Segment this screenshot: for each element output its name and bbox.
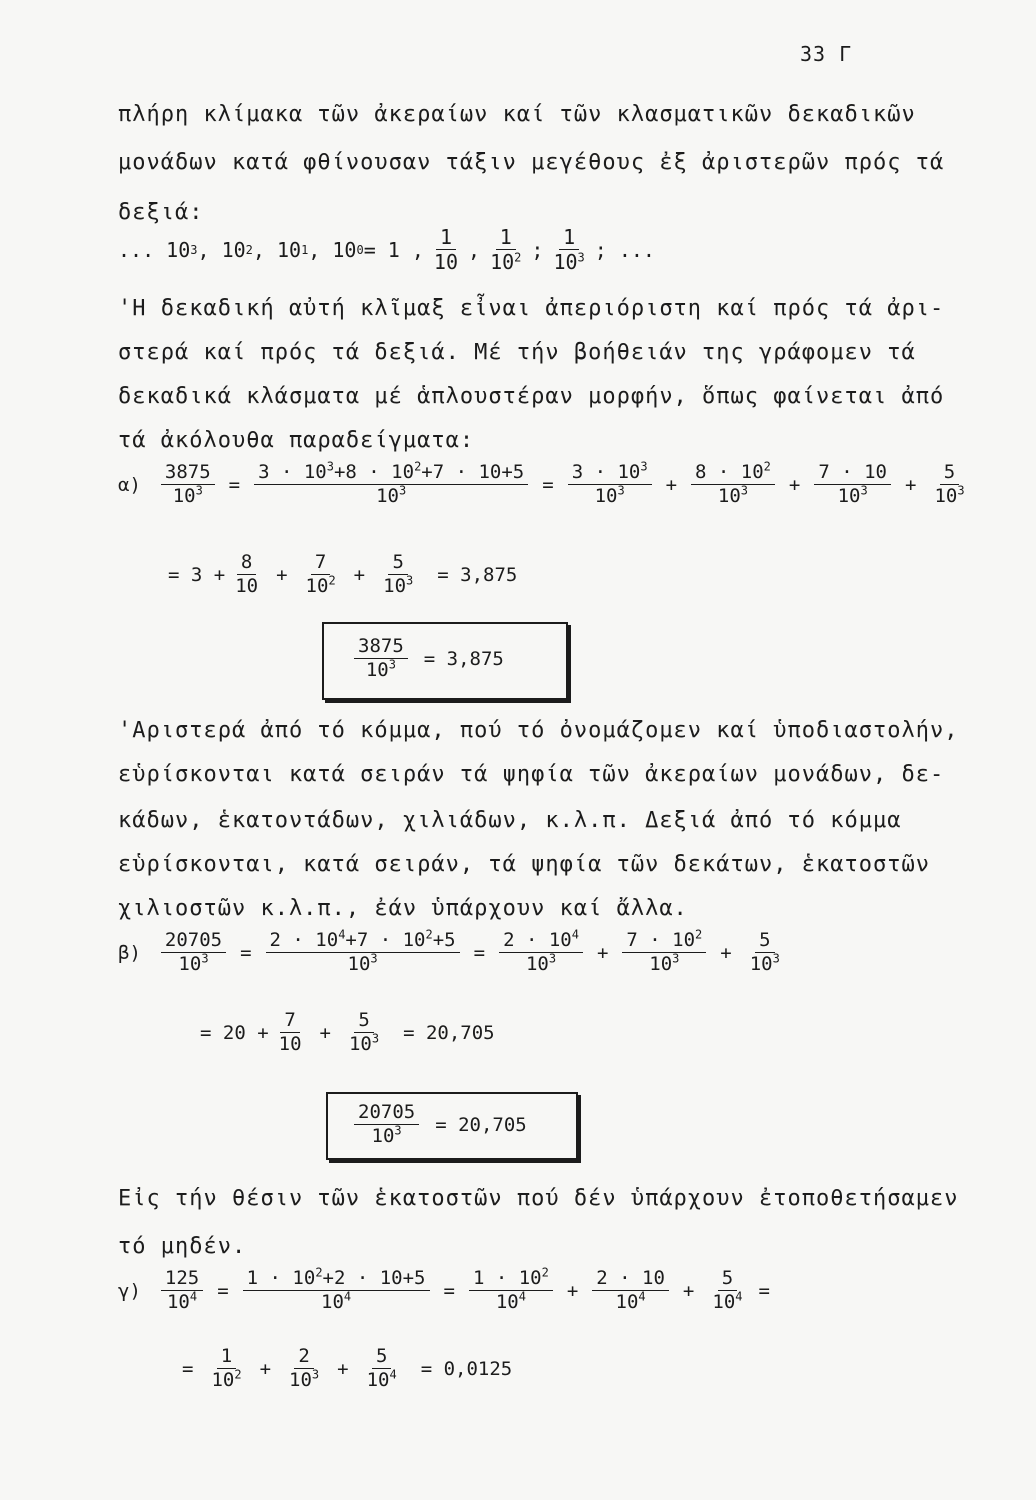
fraction: $\frac{3 \cdot 10^3+8 \cdot 10^2+7 \cdot 10+5}{10^3}$ xyxy=(254,462,528,508)
fraction: $\frac{1}{10^3}$ xyxy=(553,225,585,274)
text-line: εὑρίσκονται, κατά σειράν, τά ψηφία τῶν δεκάτων, ἑκατοστῶν xyxy=(118,852,930,877)
result-box-b: $\frac{20705}{10^3}$ = 20,705 xyxy=(326,1092,578,1160)
text-line: πλήρη κλίμακα τῶν ἀκεραίων καί τῶν κλασματικῶν δεκαδικῶν xyxy=(118,102,916,127)
text-line: τά ἀκόλουθα παραδείγματα: xyxy=(118,428,475,453)
decimal-scale: ... 10 3 , 10 2 , 10 1 , 10 0 = 1 , $\frac{1}{10}$ , $\frac{1}{10^2}$ ; $\frac{1}{10^3}$ ; ... xyxy=(118,225,655,274)
example-b-line1: β) $\frac{20705}{10^3}$ = $\frac{2 \cdot 10^4+7 \cdot 10^2+5}{10^3}$ = $\frac{2 \cdot 10^4}{10^3}$ + $\frac{7 \cdot 10^2}{10^3}$ + $\frac{5}{10^3}$ xyxy=(118,930,790,976)
fraction: $\frac{1}{10}$ xyxy=(433,225,459,274)
fraction: $\frac{2 \cdot 10^4}{10^3}$ xyxy=(499,930,583,976)
text-line: χιλιοστῶν κ.λ.π., ἐάν ὑπάρχουν καί ἄλλα. xyxy=(118,896,688,921)
example-a-line2: = 3 + $\frac{8}{10}$ + $\frac{7}{10^2}$ + $\frac{5}{10^3}$ = 3,875 xyxy=(168,551,518,597)
result-box-a: $\frac{3875}{10^3}$ = 3,875 xyxy=(322,622,568,700)
text-line: δεξιά: xyxy=(118,200,204,225)
fraction: $\frac{5}{10^4}$ xyxy=(712,1267,743,1313)
fraction: $\frac{5}{10^3}$ xyxy=(383,551,414,597)
fraction: $\frac{5}{10^3}$ xyxy=(749,929,780,975)
example-c-line1: γ) $\frac{125}{10^4}$ = $\frac{1 \cdot 10^2+2 \cdot 10+5}{10^4}$ = $\frac{1 \cdot 10^2}{10^4}$ + $\frac{2 \cdot 10}{10^4}$ + $\frac{5}{10^4}$ = xyxy=(118,1265,770,1313)
fraction: $\frac{20705}{10^3}$ xyxy=(161,930,226,976)
example-c-line2: = $\frac{1}{10^2}$ + $\frac{2}{10^3}$ + $\frac{5}{10^4}$ = 0,0125 xyxy=(182,1345,513,1391)
example-b-line2: = 20 + $\frac{7}{10}$ + $\frac{5}{10^3}$ = 20,705 xyxy=(200,1009,495,1055)
text-line: κάδων, ἑκατοντάδων, χιλιάδων, κ.λ.π. Δεξιά ἀπό τό κόμμα xyxy=(118,808,902,833)
text-line: στερά καί πρός τά δεξιά. Μέ τήν βοήθειάν της γράφομεν τά xyxy=(118,340,916,365)
fraction: $\frac{3 \cdot 10^3}{10^3}$ xyxy=(568,462,652,508)
fraction: $\frac{2 \cdot 10^4+7 \cdot 10^2+5}{10^3}$ xyxy=(266,930,460,976)
text-line: δεκαδικά κλάσματα μέ ἁπλουστέραν μορφήν, ὅπως φαίνεται ἀπό xyxy=(118,384,945,409)
fraction: $\frac{1}{10^2}$ xyxy=(490,225,522,274)
fraction: $\frac{7}{10}$ xyxy=(278,1009,302,1055)
fraction: $\frac{2}{10^3}$ xyxy=(289,1345,320,1391)
fraction: $\frac{1 \cdot 10^2}{10^4}$ xyxy=(469,1268,553,1314)
fraction: $\frac{125}{10^4}$ xyxy=(161,1268,203,1314)
example-a-line1: α) $\frac{3875}{10^3}$ = $\frac{3 \cdot 10^3+8 \cdot 10^2+7 \cdot 10+5}{10^3}$ = $\frac{3 \cdot 10^3}{10^3}$ + $\frac{8 \cdot 10^2}{10^3}$ + $\frac{7 \cdot 10}{10^3}$ + $\frac{5}{10^3}$ xyxy=(118,462,975,508)
text-line: μονάδων κατά φθίνουσαν τάξιν μεγέθους ἐξ ἀριστερῶν πρός τά xyxy=(118,150,945,175)
text-line: Εἰς τήν θέσιν τῶν ἑκατοστῶν πού δέν ὑπάρχουν ἐτοποθετήσαμεν xyxy=(118,1186,959,1211)
fraction: $\frac{3875}{10^3}$ xyxy=(161,462,215,508)
fraction: $\frac{2 \cdot 10}{10^4}$ xyxy=(592,1268,669,1314)
fraction: $\frac{1}{10^2}$ xyxy=(211,1345,242,1391)
fraction: $\frac{3875}{10^3}$ xyxy=(354,636,408,682)
fraction: $\frac{7 \cdot 10}{10^3}$ xyxy=(814,462,891,508)
fraction: $\frac{5}{10^4}$ xyxy=(366,1345,397,1391)
text-line: 'Η δεκαδική αὐτή κλῖμαξ εἶναι ἀπεριόριστη καί πρός τά ἀρι- xyxy=(118,296,945,321)
fraction: $\frac{7}{10^2}$ xyxy=(305,551,336,597)
text-line: εὑρίσκονται κατά σειράν τά ψηφία τῶν ἀκεραίων μονάδων, δε- xyxy=(118,762,945,787)
fraction: $\frac{5}{10^3}$ xyxy=(348,1009,380,1055)
fraction: $\frac{5}{10^3}$ xyxy=(934,461,965,507)
fraction: $\frac{8 \cdot 10^2}{10^3}$ xyxy=(691,462,775,508)
text-line: 'Αριστερά ἀπό τό κόμμα, πού τό ὀνομάζομεν καί ὑποδιαστολήν, xyxy=(118,718,959,743)
fraction: $\frac{1 \cdot 10^2+2 \cdot 10+5}{10^4}$ xyxy=(243,1268,430,1314)
page-number: 33 Γ xyxy=(800,42,853,66)
fraction: $\frac{20705}{10^3}$ xyxy=(354,1102,419,1148)
fraction: $\frac{7 \cdot 10^2}{10^3}$ xyxy=(622,930,706,976)
fraction: $\frac{8}{10}$ xyxy=(235,551,259,597)
text-line: τό μηδέν. xyxy=(118,1234,247,1259)
